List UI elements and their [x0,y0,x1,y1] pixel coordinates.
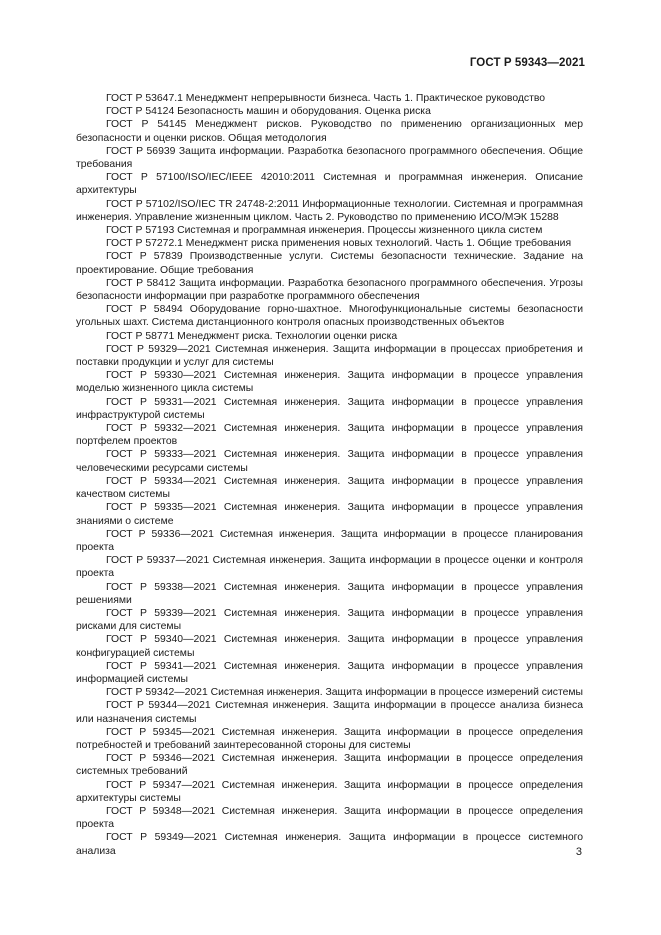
reference-item: ГОСТ Р 54124 Безопасность машин и оборудования. Оценка риска [106,106,431,118]
reference-item: ГОСТ Р 54145 Менеджмент рисков. Руководство по применению организационных мер безопасности и оценки рисков. Общая методология [76,119,583,144]
reference-item: ГОСТ Р 57102/ISO/IEC TR 24748-2:2011 Информационные технологии. Системная и программная инженерия. Управление жизненным циклом. Часть 2. Руководство по применению ИСО/МЭК 15288 [76,198,583,223]
reference-item: ГОСТ Р 57272.1 Менеджмент риска применения новых технологий. Часть 1. Общие требования [106,238,572,250]
reference-item: ГОСТ Р 58494 Оборудование горно-шахтное. Многофункциональные системы безопасности угольных шахт. Система дистанционного контроля опасных производственных объектов [76,304,583,329]
reference-item: ГОСТ Р 59333—2021 Системная инженерия. Защита информации в процессе управления человеческими ресурсами системы [76,449,583,474]
reference-item: ГОСТ Р 56939 Защита информации. Разработка безопасного программного обеспечения. Общие требования [76,145,583,171]
document-header: ГОСТ Р 59343—2021 [469,57,585,69]
reference-item: ГОСТ Р 59338—2021 Системная инженерия. Защита информации в процессе управления решениями [76,581,583,606]
reference-item: ГОСТ Р 59346—2021 Системная инженерия. Защита информации в процессе определения системных требований [76,753,583,778]
reference-item: ГОСТ Р 58771 Менеджмент риска. Технологии оценки риска [106,330,398,342]
reference-item: ГОСТ Р 59329—2021 Системная инженерия. Защита информации в процессах приобретения и поставки продукции и услуг для системы [76,343,583,369]
reference-item: ГОСТ Р 57193 Системная и программная инженерия. Процессы жизненного цикла систем [106,225,543,237]
reference-item: ГОСТ Р 59334—2021 Системная инженерия. Защита информации в процессе управления качеством системы [76,475,583,501]
reference-item: ГОСТ Р 59342—2021 Системная инженерия. Защита информации в процессе измерений системы [106,687,583,699]
reference-item: ГОСТ Р 59349—2021 Системная инженерия. Защита информации в процессе системного анализа [76,832,583,857]
reference-item: ГОСТ Р 53647.1 Менеджмент непрерывности бизнеса. Часть 1. Практическое руководство [106,93,546,104]
reference-item: ГОСТ Р 59339—2021 Системная инженерия. Защита информации в процессе управления рисками для системы [76,607,583,633]
reference-item: ГОСТ Р 59348—2021 Системная инженерия. Защита информации в процессе определения проекта [76,805,583,831]
reference-item: ГОСТ Р 58412 Защита информации. Разработка безопасного программного обеспечения. Угрозы безопасности информации при разработке программного обеспечения [76,277,583,303]
reference-item: ГОСТ Р 59340—2021 Системная инженерия. Защита информации в процессе управления конфигурацией системы [76,634,583,659]
reference-item: ГОСТ Р 59336—2021 Системная инженерия. Защита информации в процессе планирования проекта [76,528,583,553]
reference-item: ГОСТ Р 59347—2021 Системная инженерия. Защита информации в процессе определения архитектуры системы [76,779,583,804]
reference-item: ГОСТ Р 59332—2021 Системная инженерия. Защита информации в процессе управления портфелем проектов [76,423,583,448]
page-number: 3 [575,846,582,858]
normative-references-list [76,92,583,858]
reference-item: ГОСТ Р 59344—2021 Системная инженерия. Защита информации в процессе анализа бизнеса или назначения системы [76,700,583,725]
reference-item: ГОСТ Р 59337—2021 Системная инженерия. Защита информации в процессе оценки и контроля проекта [76,555,583,580]
reference-item: ГОСТ Р 57100/ISO/IEC/IEEE 42010:2011 Системная и программная инженерия. Описание архитектуры [76,172,583,197]
reference-item: ГОСТ Р 59345—2021 Системная инженерия. Защита информации в процессе определения потребностей и требований заинтересованной стороны для системы [76,726,583,751]
reference-item: ГОСТ Р 59331—2021 Системная инженерия. Защита информации в процессе управления инфраструктурой системы [76,396,583,421]
reference-item: ГОСТ Р 59341—2021 Системная инженерия. Защита информации в процессе управления информацией системы [76,660,583,685]
reference-item: ГОСТ Р 57839 Производственные услуги. Системы безопасности технические. Задание на проектирование. Общие требования [76,251,583,276]
reference-item: ГОСТ Р 59330—2021 Системная инженерия. Защита информации в процессе управления моделью жизненного цикла системы [76,370,583,395]
reference-item: ГОСТ Р 59335—2021 Системная инженерия. Защита информации в процессе управления знаниями о системе [76,502,583,527]
